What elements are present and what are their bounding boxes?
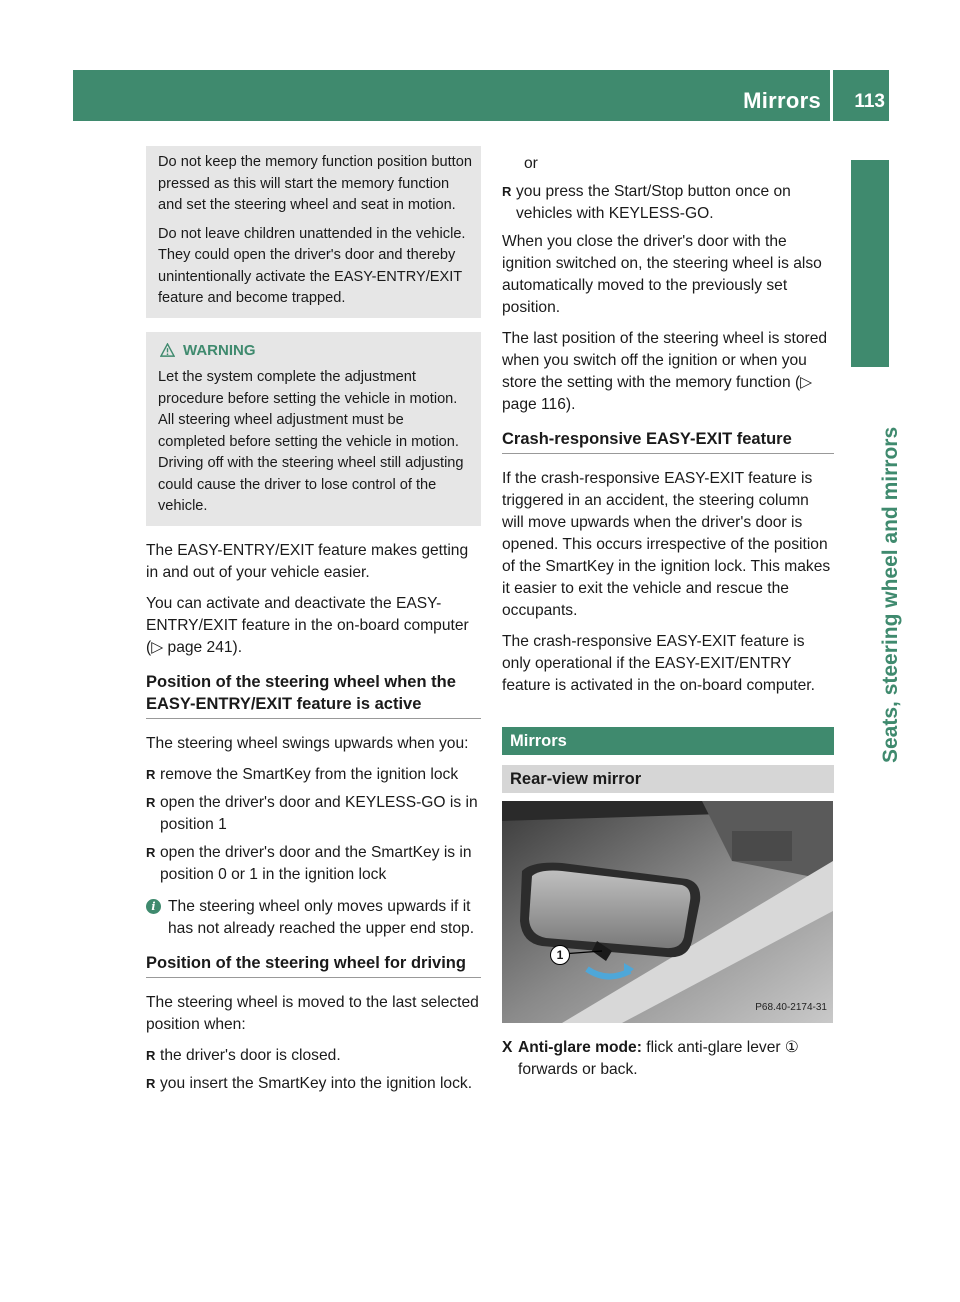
- list-item: R you insert the SmartKey into the ignition lock.: [146, 1073, 481, 1095]
- list-item: R open the driver's door and the SmartKey is in position 0 or 1 in the ignition lock: [146, 843, 472, 883]
- list-item: R remove the SmartKey from the ignition lock: [146, 764, 481, 786]
- easy-entry-paragraph: The EASY-ENTRY/EXIT feature makes getting in and out of your vehicle easier.: [146, 541, 469, 581]
- page-number: 113: [854, 91, 885, 112]
- header-title: Mirrors: [743, 88, 821, 113]
- section-heading-mirrors: Mirrors: [502, 727, 834, 755]
- bullet-icon: R: [502, 184, 512, 199]
- step-text: flick anti-glare lever ① forwards or back.: [518, 1039, 799, 1078]
- mirror-illustration: [502, 801, 833, 1023]
- bullet-icon: R: [146, 1047, 156, 1063]
- callout-1: 1: [550, 945, 570, 965]
- left-column: [146, 146, 481, 1101]
- step-label: Anti-glare mode:: [518, 1039, 642, 1056]
- bullet-icon: R: [146, 844, 156, 860]
- section-tab-label-container: [853, 370, 902, 790]
- or-text: or: [524, 155, 538, 172]
- warning-triangle-icon: [160, 343, 175, 358]
- step-arrow-icon: X: [502, 1039, 513, 1056]
- bullet-icon: R: [146, 766, 156, 782]
- moved-paragraph: The steering wheel is moved to the last selected position when:: [146, 993, 479, 1033]
- crash-paragraph-2: The crash-responsive EASY-EXIT feature is only operational if the EASY-EXIT/ENTRY feature is activated in the on-board computer.: [502, 633, 815, 694]
- figure-code: P68.40-2174-31: [755, 1002, 827, 1013]
- instruction-step: [502, 1037, 834, 1081]
- bullet-icon: R: [146, 794, 156, 810]
- section-tab-label: Seats, steering wheel and mirrors: [879, 426, 902, 763]
- warning-text: Let the system complete the adjustment procedure before setting the vehicle in motion. All steering wheel adjustment must be completed before setting the vehicle in motion. Driving off with the steering wheel still adjusting could cause the driver to lose control of the vehicle.: [158, 369, 464, 514]
- info-note: [146, 896, 481, 940]
- heading-position-driving: Position of the steering wheel for driving: [146, 952, 481, 978]
- page-header: [73, 70, 889, 121]
- header-divider: [830, 70, 833, 121]
- heading-position-easy-entry: Position of the steering wheel when the EASY-ENTRY/EXIT feature is active: [146, 671, 481, 719]
- last-position-paragraph: The last position of the steering wheel is stored when you switch off the ignition or when you store the setting with the memory function (▷ page 116).: [502, 330, 828, 413]
- note-box: [146, 146, 481, 318]
- list-item: R open the driver's door and KEYLESS-GO is in position 1: [146, 793, 478, 833]
- warning-box: [146, 332, 481, 526]
- close-door-paragraph: When you close the driver's door with the ignition switched on, the steering wheel is also automatically moved to the previously set position.: [502, 233, 822, 316]
- warning-label: WARNING: [183, 341, 256, 359]
- list-item: R the driver's door is closed.: [146, 1045, 481, 1067]
- activate-paragraph: You can activate and deactivate the EASY-ENTRY/EXIT feature in the on-board computer (▷ page 241).: [146, 594, 469, 656]
- section-tab: [851, 160, 889, 367]
- swings-paragraph: The steering wheel swings upwards when you:: [146, 734, 469, 752]
- subsection-heading-rear-view-mirror: Rear-view mirror: [502, 765, 834, 793]
- list-item: R you press the Start/Stop button once on vehicles with KEYLESS-GO.: [502, 183, 791, 222]
- rear-view-mirror-figure: [502, 801, 833, 1023]
- bullet-icon: R: [146, 1075, 156, 1091]
- info-text: The steering wheel only moves upwards if it has not already reached the upper end stop.: [168, 897, 475, 937]
- heading-crash: Crash-responsive EASY-EXIT feature: [502, 428, 834, 454]
- note-paragraph-1: Do not keep the memory function position button pressed as this will start the memory function and set the steering wheel and seat in motion.: [158, 154, 472, 213]
- warning-heading: [160, 340, 473, 362]
- right-column: [502, 153, 834, 1081]
- note-paragraph-2: Do not leave children unattended in the vehicle. They could open the driver's door and thereby unintentionally activate the EASY-ENTRY/EXIT feature and become trapped.: [158, 225, 466, 306]
- crash-paragraph-1: If the crash-responsive EASY-EXIT feature is triggered in an accident, the steering column will move upwards when the driver's door is opened. This occurs irrespective of the position of the SmartKey in the ignition lock. This makes it easier to exit the vehicle and rescue the occupants.: [502, 470, 831, 619]
- info-icon: i: [146, 899, 161, 914]
